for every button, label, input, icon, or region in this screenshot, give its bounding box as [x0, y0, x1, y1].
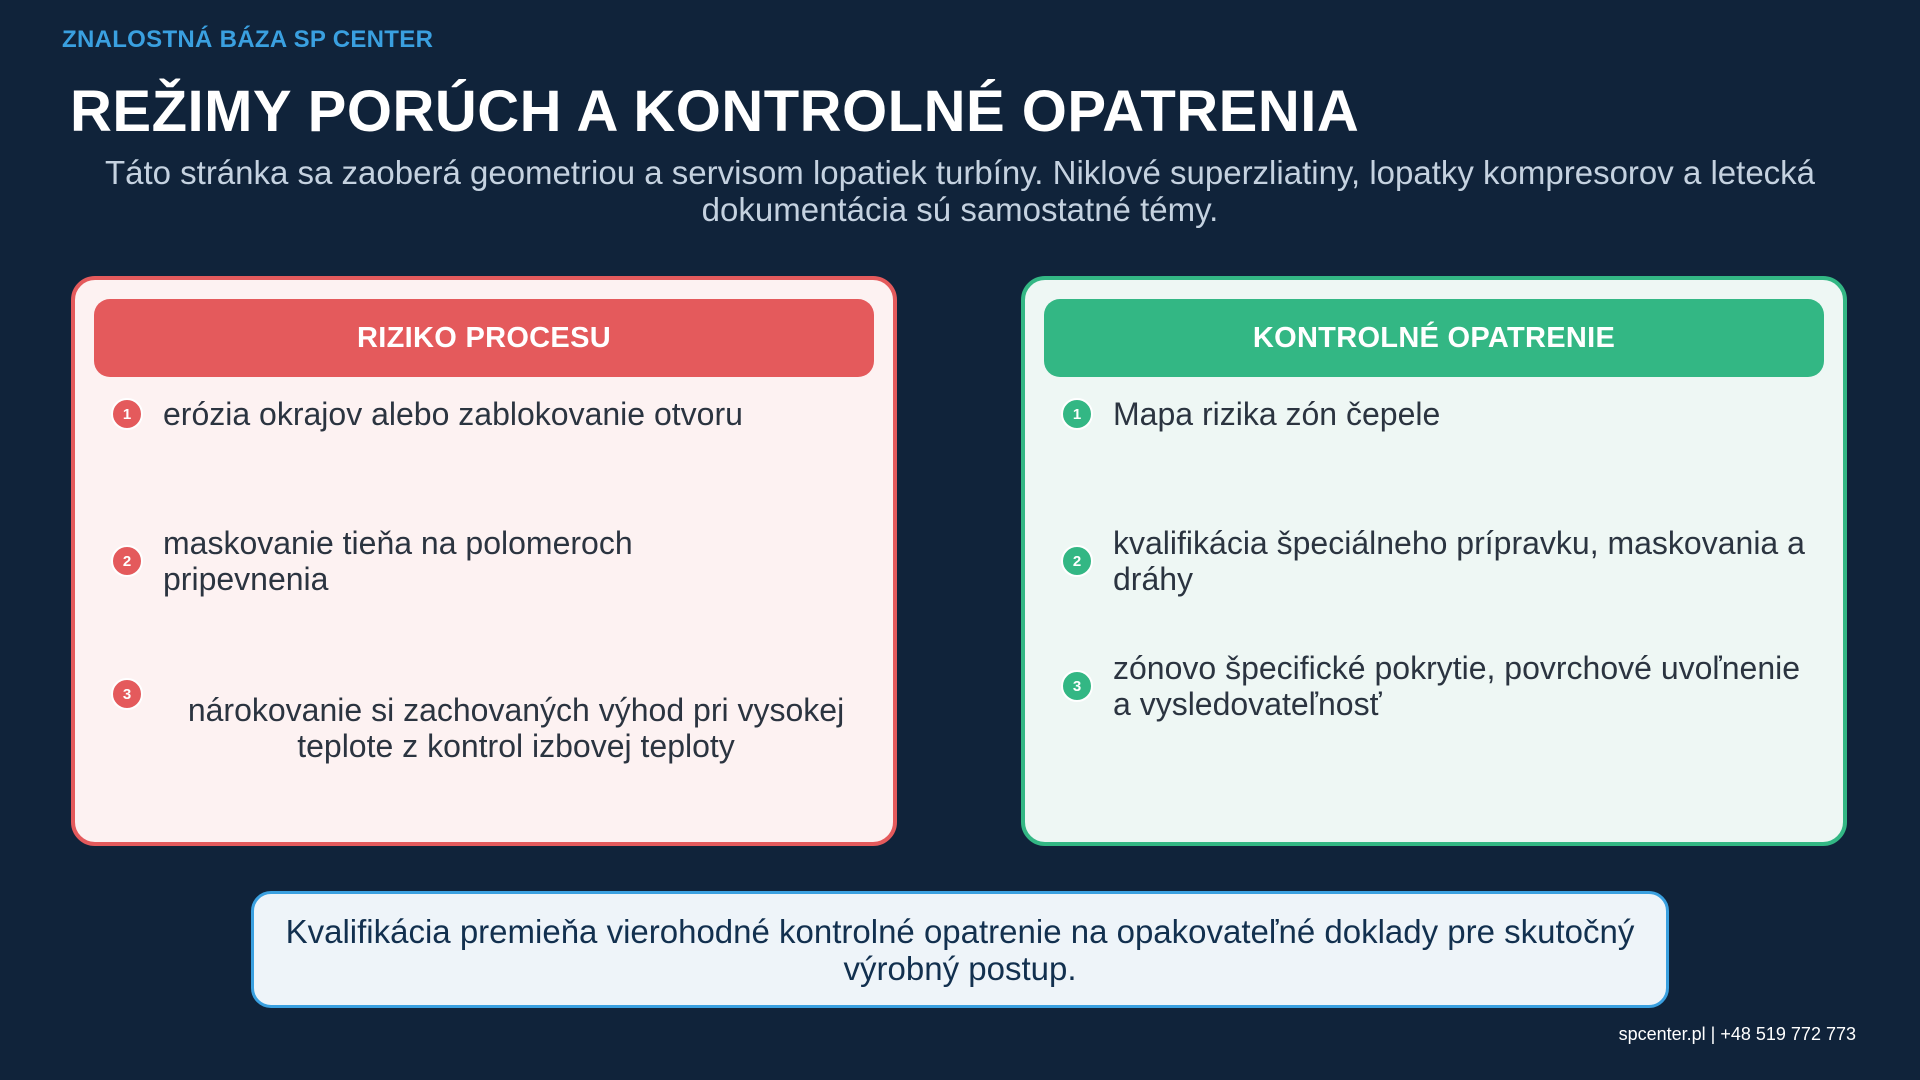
control-item-text: zónovo špecifické pokrytie, povrchové uvoľnenie a vysledovateľnosť — [1113, 650, 1801, 722]
risk-item-text: nárokovanie si zachovaných výhod pri vysokej teplote z kontrol izbovej teploty — [187, 692, 845, 764]
number-badge: 2 — [111, 545, 143, 577]
control-panel-heading: KONTROLNÉ OPATRENIE — [1044, 299, 1824, 377]
risk-item-3 — [111, 678, 869, 764]
number-badge: 3 — [111, 678, 143, 710]
footer-callout: Kvalifikácia premieňa vierohodné kontrolné opatrenie na opakovateľné doklady pre skutočný výrobný postup. — [251, 891, 1669, 1008]
risk-item-2 — [111, 525, 663, 597]
number-badge: 1 — [1061, 398, 1093, 430]
control-item-3 — [1061, 650, 1819, 722]
contact-info: spcenter.pl | +48 519 772 773 — [1618, 1024, 1856, 1044]
risk-panel-heading: RIZIKO PROCESU — [94, 299, 874, 377]
control-item-1 — [1061, 396, 1819, 432]
control-item-text: Mapa rizika zón čepele — [1113, 396, 1441, 432]
risk-panel — [71, 276, 897, 846]
control-panel — [1021, 276, 1847, 846]
control-item-text: kvalifikácia špeciálneho prípravku, maskovania a dráhy — [1113, 525, 1805, 597]
risk-item-1 — [111, 396, 869, 432]
risk-item-text: maskovanie tieňa na polomeroch pripevnenia — [163, 525, 633, 597]
number-badge: 3 — [1061, 670, 1093, 702]
page-title: REŽIMY PORÚCH A KONTROLNÉ OPATRENIA — [70, 79, 1360, 144]
number-badge: 2 — [1061, 545, 1093, 577]
control-item-2 — [1061, 525, 1819, 597]
risk-item-text: erózia okrajov alebo zablokovanie otvoru — [163, 396, 743, 432]
number-badge: 1 — [111, 398, 143, 430]
page-subtitle: Táto stránka sa zaoberá geometriou a servisom lopatiek turbíny. Niklové superzliatiny, lopatky kompresorov a letecká dokumentácia sú samostatné témy. — [104, 154, 1816, 228]
brand-label: ZNALOSTNÁ BÁZA SP CENTER — [62, 26, 434, 53]
